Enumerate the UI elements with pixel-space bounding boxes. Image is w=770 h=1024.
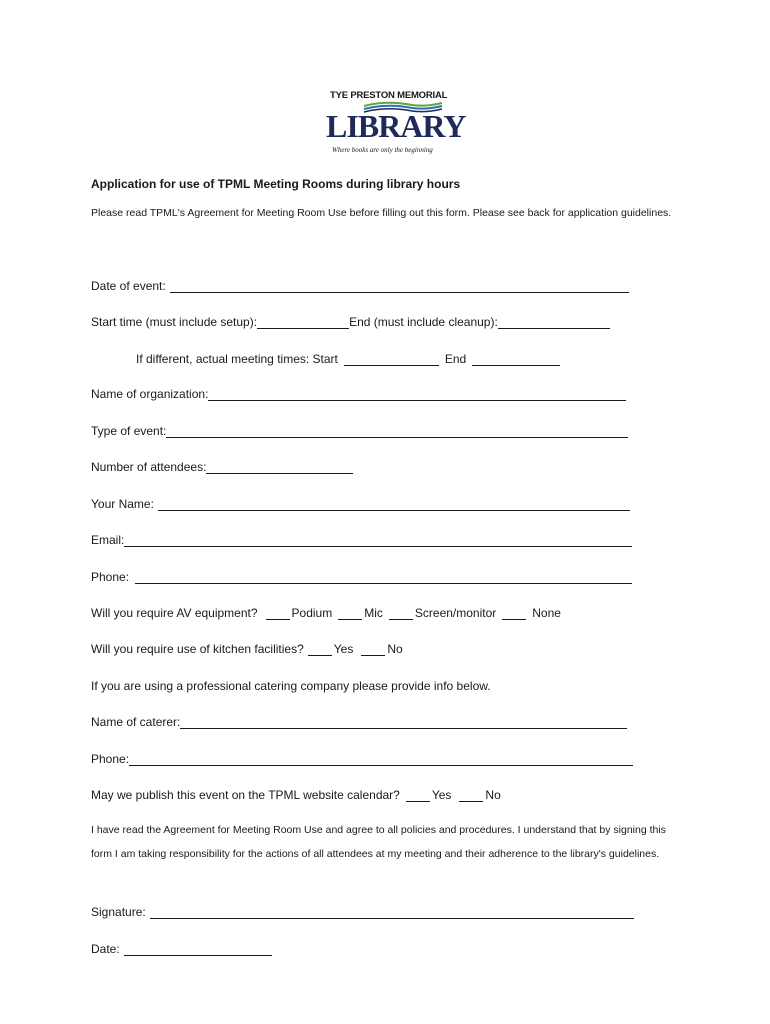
attendees-field[interactable] — [206, 461, 353, 474]
attendees-row — [91, 460, 353, 474]
av-podium-label: Podium — [291, 606, 333, 620]
publish-yes-label: Yes — [431, 788, 452, 802]
caterer-name-field[interactable] — [180, 716, 627, 729]
date-of-event-field[interactable] — [170, 280, 629, 293]
caterer-phone-label: Phone: — [91, 752, 130, 766]
attendees-label: Number of attendees: — [91, 460, 207, 474]
end-time-field[interactable] — [498, 316, 610, 329]
publish-no-label: No — [485, 788, 501, 802]
av-mic-blank[interactable] — [338, 607, 362, 620]
kitchen-yes-blank[interactable] — [308, 643, 332, 656]
date-row — [91, 942, 272, 956]
kitchen-no-blank[interactable] — [361, 643, 385, 656]
email-field[interactable] — [124, 534, 632, 547]
phone-field[interactable] — [135, 571, 632, 584]
kitchen-no-label: No — [387, 642, 403, 656]
publish-no-blank[interactable] — [459, 789, 483, 802]
catering-note-row — [91, 679, 491, 693]
av-podium-blank[interactable] — [266, 607, 290, 620]
form-intro: Please read TPML's Agreement for Meeting Room Use before filling out this form. Please see back for application guidelines. — [91, 207, 672, 219]
actual-start-field[interactable] — [344, 353, 439, 366]
caterer-phone-row — [91, 752, 633, 766]
organization-row — [91, 387, 626, 401]
agreement-text: I have read the Agreement for Meeting Room Use and agree to all policies and procedures. I understand that by signing this form I am taking responsibility for the actions of all attendees at my meeting and their adherence to the library's guidelines. — [91, 824, 666, 860]
signature-label: Signature: — [91, 905, 146, 919]
your-name-label: Your Name: — [91, 497, 154, 511]
actual-end-field[interactable] — [472, 353, 560, 366]
av-mic-label: Mic — [364, 606, 383, 620]
actual-times-row — [136, 352, 560, 366]
caterer-name-label: Name of caterer: — [91, 715, 181, 729]
email-row — [91, 533, 632, 547]
av-none-blank[interactable] — [502, 607, 526, 620]
signature-field[interactable] — [150, 906, 634, 919]
time-row — [91, 315, 610, 329]
your-name-field[interactable] — [158, 498, 630, 511]
library-logo — [326, 90, 466, 162]
av-none-label: None — [532, 606, 561, 620]
publish-yes-blank[interactable] — [406, 789, 430, 802]
end-time-label: End (must include cleanup): — [349, 315, 498, 329]
av-screen-blank[interactable] — [389, 607, 413, 620]
email-label: Email: — [91, 533, 125, 547]
event-type-row — [91, 424, 628, 438]
kitchen-yes-label: Yes — [333, 642, 354, 656]
av-question: Will you require AV equipment? — [91, 606, 258, 620]
publish-row — [91, 788, 501, 802]
actual-start-label: If different, actual meeting times: Start — [136, 352, 338, 366]
date-field[interactable] — [124, 943, 272, 956]
event-type-label: Type of event: — [91, 424, 167, 438]
caterer-name-row — [91, 715, 627, 729]
your-name-row — [91, 497, 630, 511]
actual-end-label: End — [444, 352, 467, 366]
date-label: Date: — [91, 942, 120, 956]
date-of-event-label: Date of event: — [91, 279, 166, 293]
caterer-phone-field[interactable] — [129, 753, 633, 766]
organization-label: Name of organization: — [91, 387, 209, 401]
av-row — [91, 606, 561, 620]
logo-name: LIBRARY — [326, 108, 466, 144]
date-of-event-row — [91, 279, 629, 293]
kitchen-question: Will you require use of kitchen facilities? — [91, 642, 304, 656]
catering-note: If you are using a professional catering company please provide info below. — [91, 679, 491, 693]
organization-field[interactable] — [208, 388, 626, 401]
av-screen-label: Screen/monitor — [414, 606, 497, 620]
form-title: Application for use of TPML Meeting Rooms during library hours — [91, 177, 461, 191]
signature-row — [91, 905, 634, 919]
start-time-field[interactable] — [257, 316, 349, 329]
phone-row — [91, 570, 632, 584]
phone-label: Phone: — [91, 570, 130, 584]
logo-top-text: TYE PRESTON MEMORIAL — [330, 90, 448, 101]
kitchen-row — [91, 642, 403, 656]
logo-tagline: Where books are only the beginning — [332, 146, 433, 154]
event-type-field[interactable] — [166, 425, 628, 438]
start-time-label: Start time (must include setup): — [91, 315, 258, 329]
publish-question: May we publish this event on the TPML website calendar? — [91, 788, 400, 802]
